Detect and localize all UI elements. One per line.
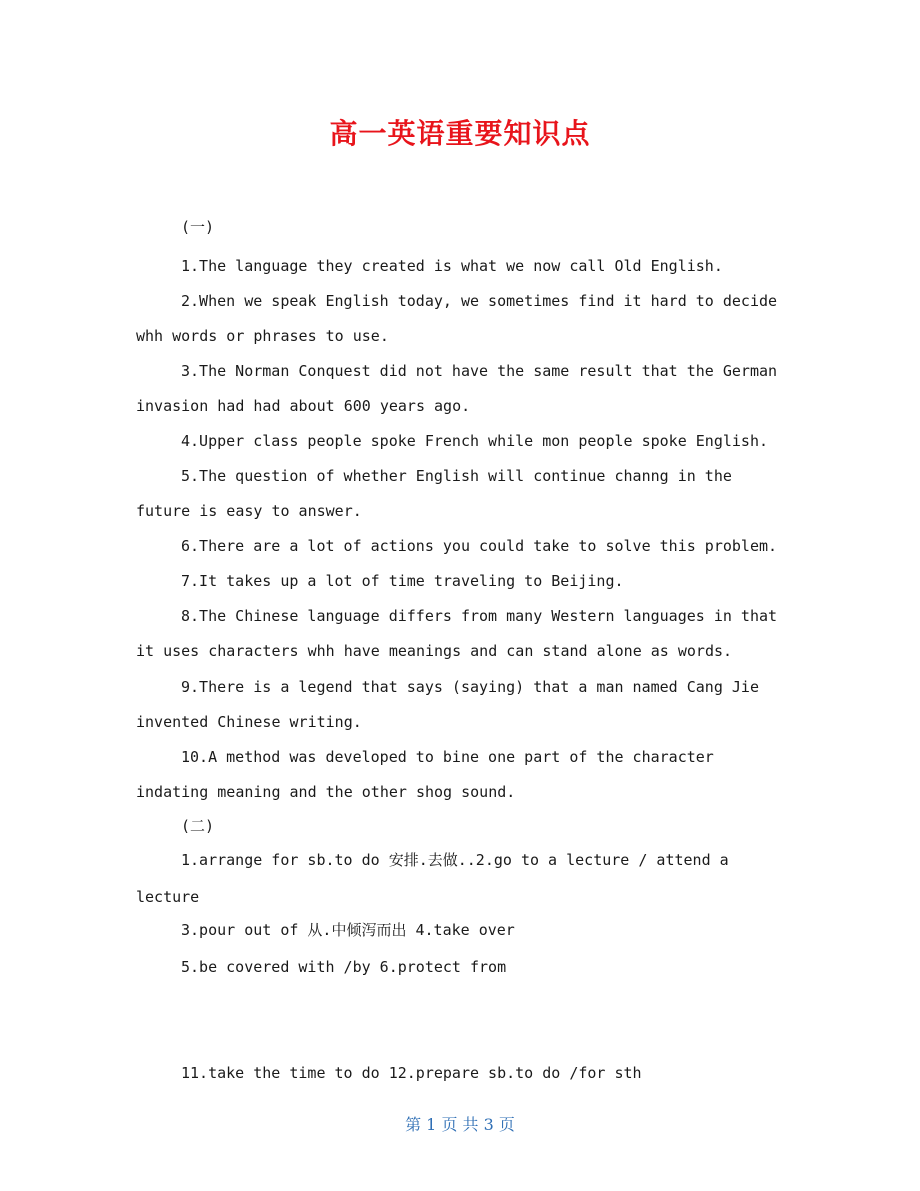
phrase-line-3: 5.be covered with /by 6.protect from [181,958,507,976]
document-title: 高一英语重要知识点 [329,117,591,150]
sentence-3: 3.The Norman Conquest did not have the same result that the German [181,362,778,380]
section-heading-2: (二) [181,817,215,835]
sentence-1: 1.The language they created is what we now call Old English. [181,257,723,275]
sentence-2-cont: whh words or phrases to use. [136,327,389,345]
sentence-9: 9.There is a legend that says (saying) that a man named Cang Jie [181,678,759,696]
phrase-line-2: 3.pour out of 从.中倾泻而出 4.take over [181,921,515,939]
sentence-6: 6.There are a lot of actions you could take to solve this problem. [181,537,778,555]
sentence-5: 5.The question of whether English will continue channg in the [181,467,732,485]
sentence-10-cont: indating meaning and the other shog sound. [136,783,516,801]
sentence-2: 2.When we speak English today, we sometimes find it hard to decide [181,292,778,310]
sentence-8: 8.The Chinese language differs from many Western languages in that [181,607,778,625]
phrase-line-1: 1.arrange for sb.to do 安排.去做..2.go to a lecture / attend a [181,851,729,869]
sentence-9-cont: invented Chinese writing. [136,713,362,731]
sentence-5-cont: future is easy to answer. [136,502,362,520]
phrase-line-1-cont: lecture [136,888,200,906]
section-heading-1: (一) [181,218,215,236]
sentence-10: 10.A method was developed to bine one part of the character [181,748,714,766]
page-footer: 第 1 页 共 3 页 [405,1115,515,1134]
sentence-7: 7.It takes up a lot of time traveling to Beijing. [181,572,624,590]
phrase-line-4: 11.take the time to do 12.prepare sb.to do /for sth [181,1064,642,1082]
sentence-4: 4.Upper class people spoke French while mon people spoke English. [181,432,768,450]
sentence-3-cont: invasion had had about 600 years ago. [136,397,471,415]
sentence-8-cont: it uses characters whh have meanings and can stand alone as words. [136,642,733,660]
